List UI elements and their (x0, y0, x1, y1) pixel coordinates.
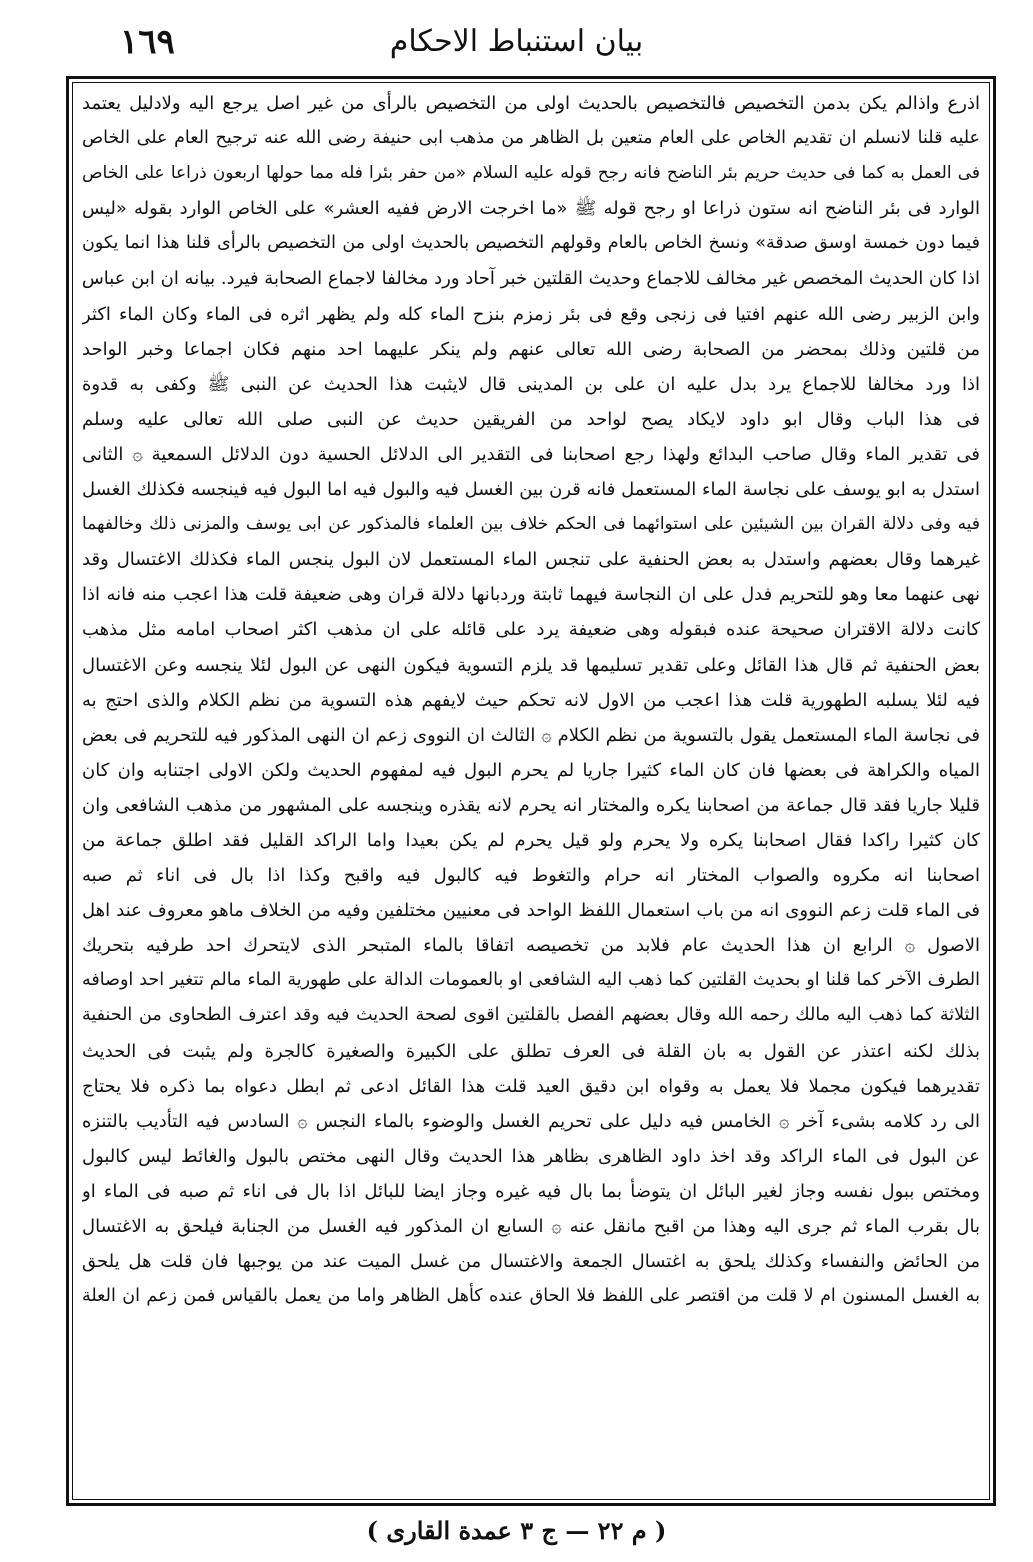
text-line: من قلتين وذلك بمحضر من الصحابة رضى الله تعالى عنهم ولم ينكر عليهما احد منهم فكان اجماعا وخبر الواحد (82, 338, 980, 360)
footer-signature: ( م ٢٢ — ج ٣ عمدة القارى ) (366, 1516, 667, 1545)
text-line: كانت دلالة الاقتران صحيحة عنده فبقوله وهى ضعيفة يرد على قائله على ان مذهب اكثر اصحاب امامه مثل مذهب (82, 619, 980, 641)
text-line: فى العمل به كما فى حديث حريم بئر الناضح فانه رجح قوله عليه السلام «من حفر بئرا فله مما حولها اربعون ذراعا على الخاص (82, 163, 980, 184)
text-line: بال بقرب الماء ثم جرى اليه وهذا من اقبح مانقل عنه ۞ السابع ان المذكور فيه الغسل من الجنابة فيلحق به الاغتسال (82, 1216, 980, 1237)
text-line: ومختص ببول نفسه وجاز لغير البائل ان يتوضأ بما بال فيه غيره وجاز ايضا للبائل اذا بال فى اناء ثم صبه فى الماء او (82, 1180, 980, 1202)
text-line: المياه والكراهة فى بعضها فان كان الماء كثيرا جاريا لم يحرم البول فيه لمفهوم الحديث ولكن الاولى اجتنابه وان كان (82, 759, 980, 781)
page-number: ١٦٩ (120, 22, 175, 62)
text-line: فى الماء قلت زعم النووى انه من باب استعمال اللفظ الواحد فى معنيين مختلفين وفيه من الخلاف ماهو معروف عند اهل (82, 900, 980, 922)
text-line: كان كثيرا راكدا فقال اصحابنا يكره ولا يحرم ولو قيل يحرم لم يكن بعيدا واما الراكد القليل فقد اطلق جماعة من (82, 829, 980, 851)
text-line: اصحابنا انه مكروه والصواب المختار انه حرام والتغوط فيه كالبول فيه واقبح وكذا اذا بال فى اناء ثم صبه (82, 865, 980, 887)
text-line: وابن الزبير رضى الله عنهم افتيا فى زنجى وقع فى بئر زمزم بنزح الماء كله ولم يظهر اثره فى الماء وكان الماء اكثر (82, 303, 980, 325)
text-line: بعض الحنفية ثم قال هذا القائل وعلى تقدير تسليمها قد يلزم التسوية فيكون النهى عن البول لئلا ينجسه وعن الاغتسال (82, 654, 980, 676)
text-line: فيه وفى دلالة القران بين الشيئين على استوائهما فى الحكم خلاف بين العلماء فالمذكور عن ابى يوسف والمزنى ذلك وخالفهما (82, 514, 980, 535)
text-line: به الغسل المسنون ام لا قلت من اقتصر على اللفظ فلا الحاق عنده كأهل الظاهر واما من يعمل بالقياس فمن زعم ان العلة (82, 1286, 980, 1307)
text-line: اذرع واذالم يكن بدمن التخصيص فالتخصيص بالحديث اولى من التخصيص بالرأى من غير اصل يرجع اليه ولادليل يعتمد (82, 93, 980, 114)
text-line: فى هذا الباب وقال ابو داود لايكاد يصح لواحد من الفريقين حديث عن النبى صلى الله تعالى عليه وسلم (82, 408, 980, 430)
text-line: نهى عنهما معا وهو للتحريم فدل على ان النجاسة فيهما ثابتة وردبانها دلالة قران وهى ضعيفة قلت هذا اعجب منه فانه اذا (82, 584, 980, 606)
text-line: استدل به ابو يوسف على نجاسة الماء المستعمل فانه قرن بين الغسل فيه والبول فيه اما البول فيه فينجسه فكذلك الغسل (82, 479, 980, 501)
text-line: قليلا جاريا فقد قال جماعة من اصحابنا يكره والمختار انه يحرم لانه يقذره وينجسه على المشهور من مذهب الشافعى وان (82, 794, 980, 816)
text-line: غيرهما وقال بعضهم واستدل به بعض الحنفية على تنجس الماء المستعمل لان البول ينجس الماء فكذلك الاغتسال وقد (82, 549, 980, 571)
text-line: عن البول فى الماء الراكد وقد اخذ داود الظاهرى بظاهر هذا الحديث وقال النهى مختص بالبول والغائط ليس كالبول (82, 1145, 980, 1167)
text-line: الطرف الآخر كما قلنا او بحديث القلتين كما ذهب اليه الشافعى او بالعمومات الدالة على طهورية الماء مالم تتغير احد اوصافه (82, 970, 980, 991)
running-title: بيان استنباط الاحكام (389, 24, 644, 59)
text-line: تقديرهما فيكون مجملا فلا يعمل به وقواه ابن دقيق العيد قلت هذا القائل ادعى ثم ابطل دعواه بما ذكره فلا يحتاج (82, 1075, 980, 1097)
text-line: الاصول ۞ الرابع ان هذا الحديث عام فلابد من تخصيصه اتفاقا بالماء المتبحر الذى لايتحرك احد طرفيه بتحريك (82, 935, 980, 957)
text-line: فى تقدير الماء وقال صاحب البدائع ولهذا رجع اصحابنا فى التقدير الى الدلائل الحسية دون الدلائل السمعية ۞ الثانى (82, 443, 980, 465)
text-line: الثلاثة كما ذهب اليه مالك رحمه الله وقال بعضهم الفصل بالقلتين اقوى لصحة الحديث فيه وقد اعترف الطحاوى من الحنفية (82, 1005, 980, 1026)
text-line: فيما دون خمسة اوسق صدقة» ونسخ الخاص بالعام وقولهم التخصيص بالحديث اولى من التخصيص بالرأى قلنا هذا انما يكون (82, 233, 980, 254)
text-line: اذا ورد مخالفا للاجماع يرد بدل عليه ان على بن المدينى قال لايثبت هذا الحديث عن النبى ﷺ وكفى به قدوة (82, 373, 980, 395)
text-line: اذا كان الحديث المخصص غير مخالف للاجماع وحديث القلتين خبر آحاد ورد مخالفا لاجماع الصحابة فيرد. بيانه ان ابن عباس (82, 268, 980, 290)
text-line: فى نجاسة الماء المستعمل يقول بالتسوية من نظم الكلام ۞ الثالث ان النووى زعم ان النهى المذكور فيه للتحريم فى بعض (82, 724, 980, 746)
text-line: الى رد كلامه بشىء آخر ۞ الخامس فيه دليل على تحريم الغسل والوضوء بالماء النجس ۞ السادس فيه التأديب بالتنزه (82, 1110, 980, 1132)
text-line: الوارد فى بئر الناضح انه ستون ذراعا او رجح قوله ﷺ «ما اخرجت الارض ففيه العشر» على الخاص الوارد بقوله «ليس (82, 198, 980, 220)
text-line: فيه لئلا يسلبه الطهورية قلت هذا اعجب من الاول لانه تحكم حيث لايفهم هذه التسوية من نظم الكلام والذى احتج به (82, 689, 980, 711)
text-line: من الحائض والنفساء وكذلك يلحق به اغتسال الجمعة والاغتسال من غسل الميت عند من يوجبها فان قلت هل يلحق (82, 1251, 980, 1273)
text-line: بذلك لكنه اعتذر عن القول به بان القلة فى العرف تطلق على الكبيرة والصغيرة كالجرة ولم يثبت فى الحديث (82, 1040, 980, 1062)
text-line: عليه قلنا لانسلم ان تقديم الخاص على العام متعين بل الظاهر من مذهب ابى حنيفة رضى الله عنه ترجيح العام على الخاص (82, 128, 980, 149)
text-body (82, 86, 980, 1496)
